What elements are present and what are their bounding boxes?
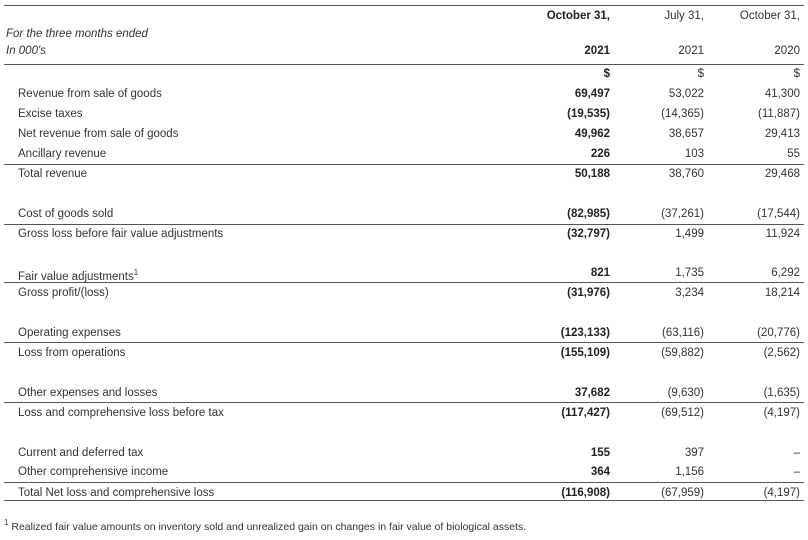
row-label bbox=[18, 465, 168, 479]
cell-value: (63,116) bbox=[662, 327, 704, 339]
cell-value: 69,497 bbox=[574, 88, 610, 100]
cell-value: (59,882) bbox=[661, 347, 704, 359]
cell-value: 1,499 bbox=[675, 228, 704, 240]
row-label-text: Total Net loss and comprehensive loss bbox=[18, 487, 215, 499]
currency-label: $ bbox=[697, 68, 704, 80]
row-label-text: Cost of goods sold bbox=[18, 208, 114, 220]
cell-value: (14,365) bbox=[661, 108, 704, 120]
cell-value: 38,657 bbox=[668, 128, 704, 140]
cell-value: (1,635) bbox=[763, 387, 800, 399]
row-label-text: Other comprehensive income bbox=[18, 466, 169, 478]
cell-value: 1,156 bbox=[675, 466, 704, 478]
cell-value: (31,976) bbox=[567, 287, 610, 299]
cell-value: (11,887) bbox=[758, 108, 800, 120]
row-label bbox=[18, 167, 87, 181]
table-bottom-rule bbox=[4, 500, 804, 501]
cell-value: 226 bbox=[590, 148, 610, 160]
footnote-ref: 1 bbox=[133, 268, 139, 277]
row-label bbox=[18, 147, 106, 161]
cell-value: 55 bbox=[787, 148, 800, 160]
row-label bbox=[18, 486, 214, 500]
row-label-text: Other expenses and losses bbox=[18, 387, 158, 399]
cell-value: 3,234 bbox=[675, 287, 704, 299]
row-label-text: Loss from operations bbox=[18, 347, 126, 359]
row-label bbox=[18, 346, 125, 360]
cell-value: 397 bbox=[684, 447, 704, 459]
cell-value: (20,776) bbox=[757, 327, 800, 339]
col-header-month: October 31, bbox=[739, 10, 800, 22]
cell-value: 38,760 bbox=[668, 168, 704, 180]
cell-value: (4,197) bbox=[763, 407, 800, 419]
row-label bbox=[18, 386, 157, 400]
cell-value: (9,630) bbox=[667, 387, 704, 399]
row-label-text: Total revenue bbox=[18, 168, 88, 180]
row-label bbox=[18, 87, 162, 101]
cell-value: (19,535) bbox=[567, 108, 610, 120]
col-header-year: 2021 bbox=[584, 45, 610, 57]
row-label-text: Net revenue from sale of goods bbox=[18, 128, 179, 140]
footnote bbox=[4, 516, 526, 534]
cell-value: (82,985) bbox=[567, 208, 610, 220]
currency-label: $ bbox=[793, 68, 800, 80]
cell-value: 6,292 bbox=[771, 267, 800, 279]
row-rule bbox=[4, 224, 804, 225]
cell-value: 29,468 bbox=[764, 168, 800, 180]
cell-value: (17,544) bbox=[757, 208, 800, 220]
row-label bbox=[18, 207, 113, 221]
col-header-year: 2020 bbox=[774, 45, 800, 57]
row-label bbox=[18, 127, 178, 141]
row-label-text: Ancillary revenue bbox=[18, 148, 107, 160]
row-label bbox=[18, 446, 143, 460]
cell-value: 53,022 bbox=[668, 88, 704, 100]
row-label bbox=[18, 326, 121, 340]
row-label-text: Gross profit/(loss) bbox=[18, 287, 109, 299]
row-label-text: Fair value adjustments bbox=[18, 271, 134, 283]
row-label bbox=[18, 266, 138, 284]
row-label-text: Gross loss before fair value adjustments bbox=[18, 228, 224, 240]
row-label bbox=[18, 107, 83, 121]
cell-value: (123,133) bbox=[560, 327, 610, 339]
cell-value: (37,261) bbox=[661, 208, 704, 220]
table-top-rule bbox=[4, 5, 804, 6]
cell-value: 1,735 bbox=[675, 267, 704, 279]
row-label bbox=[18, 227, 223, 241]
cell-value: 11,924 bbox=[765, 228, 800, 240]
cell-value: – bbox=[793, 447, 800, 459]
row-rule bbox=[4, 402, 804, 403]
cell-value: 18,214 bbox=[764, 287, 800, 299]
currency-label: $ bbox=[603, 68, 610, 80]
cell-value: (69,512) bbox=[661, 407, 704, 419]
row-rule bbox=[4, 342, 804, 343]
cell-value: 155 bbox=[590, 447, 610, 459]
row-label-text: Current and deferred tax bbox=[18, 447, 144, 459]
row-label bbox=[18, 286, 109, 300]
cell-value: 37,682 bbox=[574, 387, 610, 399]
cell-value: (116,908) bbox=[561, 487, 610, 499]
cell-value: (117,427) bbox=[561, 407, 610, 419]
col-header-year: 2021 bbox=[678, 45, 704, 57]
row-rule bbox=[4, 482, 804, 483]
footnote-marker: 1 bbox=[4, 518, 9, 527]
period-label: For the three months ended bbox=[6, 28, 148, 40]
row-label bbox=[18, 406, 224, 420]
cell-value: – bbox=[793, 466, 800, 478]
cell-value: 49,962 bbox=[574, 128, 610, 140]
col-header-month: October 31, bbox=[546, 10, 610, 22]
cell-value: 103 bbox=[684, 148, 704, 160]
cell-value: 50,188 bbox=[574, 168, 610, 180]
col-header-month: July 31, bbox=[664, 10, 704, 22]
row-label-text: Operating expenses bbox=[18, 327, 121, 339]
cell-value: (155,109) bbox=[560, 347, 610, 359]
cell-value: (2,562) bbox=[763, 347, 800, 359]
row-rule bbox=[4, 164, 804, 165]
cell-value: (67,959) bbox=[661, 487, 704, 499]
cell-value: (32,797) bbox=[567, 228, 610, 240]
cell-value: (4,197) bbox=[763, 487, 800, 499]
row-label-text: Revenue from sale of goods bbox=[18, 88, 162, 100]
cell-value: 821 bbox=[590, 267, 610, 279]
row-label-text: Loss and comprehensive loss before tax bbox=[18, 407, 224, 419]
cell-value: 41,300 bbox=[764, 88, 800, 100]
cell-value: 29,413 bbox=[764, 128, 800, 140]
units-label: In 000's bbox=[6, 45, 46, 57]
cell-value: 364 bbox=[590, 466, 610, 478]
footnote-text: Realized fair value amounts on inventory sold and unrealized gain on changes in fair value of biological assets. bbox=[11, 521, 527, 533]
row-label-text: Excise taxes bbox=[18, 108, 83, 120]
header-rule bbox=[4, 64, 804, 65]
